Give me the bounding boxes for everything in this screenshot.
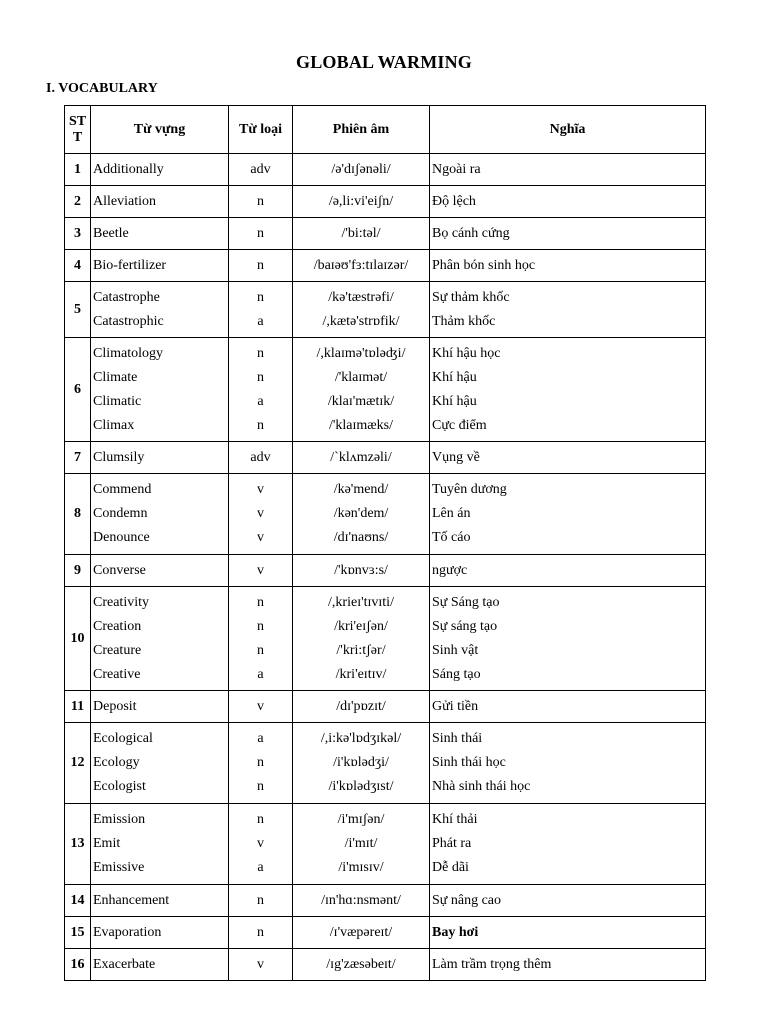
part-of-speech: a (257, 313, 264, 329)
vocab-word: Deposit (93, 698, 137, 714)
meaning: Phân bón sinh học (432, 257, 536, 273)
part-of-speech-cell (229, 885, 293, 917)
row-number: 14 (65, 885, 91, 917)
meaning-cell (430, 154, 706, 186)
vocab-word: Enhancement (93, 892, 170, 908)
part-of-speech: adv (250, 449, 271, 465)
pronunciation-cell (293, 587, 430, 691)
part-of-speech: n (257, 892, 264, 908)
vocab-word-cell (91, 804, 229, 885)
meaning: Ngoài ra (432, 161, 481, 177)
meaning: Sinh thái (432, 731, 483, 746)
meaning: Bay hơi (432, 924, 479, 940)
vocab-word-cell (91, 154, 229, 186)
vocab-word: Ecological (93, 731, 153, 746)
meaning-cell (430, 442, 706, 474)
meaning: Bọ cánh cứng (432, 225, 510, 241)
vocab-word: Climax (93, 417, 135, 433)
row-number: 12 (65, 723, 91, 804)
meaning-cell (430, 186, 706, 218)
meaning: Khí hậu học (432, 345, 501, 361)
vocab-word-cell (91, 587, 229, 691)
part-of-speech-cell (229, 154, 293, 186)
part-of-speech: a (257, 393, 264, 409)
section-heading: I. VOCABULARY (46, 81, 158, 96)
pronunciation: /kən'dem/ (333, 506, 389, 521)
header-pronunciation: Phiên âm (293, 106, 430, 154)
pronunciation-cell (293, 691, 430, 723)
meaning-cell (430, 885, 706, 917)
part-of-speech: n (257, 642, 264, 658)
header-meaning: Nghĩa (430, 106, 706, 154)
part-of-speech-cell (229, 186, 293, 218)
vocab-word: Ecology (93, 755, 140, 770)
part-of-speech: n (257, 345, 264, 361)
part-of-speech-cell (229, 442, 293, 474)
row-number: 13 (65, 804, 91, 885)
vocab-word: Catastrophe (93, 289, 160, 305)
part-of-speech-cell (229, 555, 293, 587)
header-stt-line-1: ST (68, 113, 87, 129)
pronunciation: /'klaɪmət/ (334, 369, 388, 385)
table-row (65, 691, 706, 723)
vocab-word-cell (91, 917, 229, 949)
vocab-word: Creature (93, 642, 142, 658)
part-of-speech: n (257, 812, 264, 827)
pronunciation: /'kɒnvɜ:s/ (334, 562, 388, 578)
vocab-word: Beetle (93, 225, 129, 241)
vocab-word-cell (91, 474, 229, 555)
part-of-speech: v (257, 530, 264, 545)
pronunciation-cell (293, 218, 430, 250)
vocab-word: Exacerbate (93, 956, 156, 972)
part-of-speech-cell (229, 917, 293, 949)
pronunciation-cell (293, 338, 430, 442)
vocab-word: Additionally (93, 161, 164, 177)
vocab-word: Creation (93, 618, 142, 634)
part-of-speech-cell (229, 282, 293, 338)
pronunciation-cell (293, 917, 430, 949)
part-of-speech: n (257, 225, 264, 241)
vocab-word: Alleviation (93, 193, 156, 209)
part-of-speech-cell (229, 691, 293, 723)
pronunciation-cell (293, 949, 430, 981)
pronunciation: /i'kɒlədʒi/ (333, 755, 389, 770)
meaning-cell (430, 804, 706, 885)
table-row (65, 723, 706, 804)
pronunciation: /,krieɪ'tɪvɪti/ (328, 594, 394, 610)
vocab-word: Converse (93, 562, 146, 578)
pronunciation-cell (293, 442, 430, 474)
pronunciation: /ə'dɪʃənəli/ (331, 161, 391, 177)
table-row (65, 442, 706, 474)
meaning-cell (430, 723, 706, 804)
meaning-cell (430, 338, 706, 442)
pronunciation-cell (293, 804, 430, 885)
pronunciation: /ɪn'hɑ:nsmənt/ (321, 892, 401, 908)
pronunciation-cell (293, 474, 430, 555)
vocab-word: Bio-fertilizer (93, 257, 167, 273)
vocab-word-cell (91, 442, 229, 474)
table-row (65, 917, 706, 949)
part-of-speech: n (257, 257, 264, 273)
row-number: 1 (65, 154, 91, 186)
part-of-speech: n (257, 755, 264, 770)
part-of-speech: a (257, 731, 264, 746)
part-of-speech-cell (229, 587, 293, 691)
meaning: Lên án (432, 506, 471, 521)
meaning-cell (430, 691, 706, 723)
vocab-word: Denounce (93, 530, 150, 545)
table-row (65, 587, 706, 691)
pronunciation: /dɪ'pɒzɪt/ (336, 698, 386, 714)
table-row (65, 282, 706, 338)
part-of-speech: n (257, 924, 264, 940)
pronunciation: /ɪ'væpəreɪt/ (329, 924, 393, 940)
part-of-speech: v (257, 698, 264, 714)
part-of-speech: v (257, 836, 264, 851)
vocab-word: Emit (93, 836, 121, 851)
header-stt (65, 106, 91, 154)
part-of-speech-cell (229, 218, 293, 250)
pronunciation: /baɪəʊ'fɜ:tɪlaɪzər/ (313, 257, 409, 273)
pronunciation-cell (293, 555, 430, 587)
vocab-word-cell (91, 282, 229, 338)
vocab-word-cell (91, 885, 229, 917)
meaning: Khí hậu (432, 369, 477, 385)
meaning-cell (430, 587, 706, 691)
page-title: GLOBAL WARMING (296, 52, 472, 72)
part-of-speech-cell (229, 723, 293, 804)
table-row (65, 474, 706, 555)
pronunciation-cell (293, 723, 430, 804)
part-of-speech: adv (250, 161, 271, 177)
pronunciation: /'klaɪmæks/ (329, 417, 393, 433)
part-of-speech: a (257, 860, 264, 875)
meaning-cell (430, 555, 706, 587)
row-number: 6 (65, 338, 91, 442)
pronunciation: /,i:kə'lɒdʒɪkəl/ (320, 731, 402, 746)
pronunciation-cell (293, 154, 430, 186)
vocab-word-cell (91, 218, 229, 250)
meaning: Sáng tạo (432, 666, 481, 682)
vocab-word: Climatic (93, 393, 142, 409)
pronunciation: /i'mɪt/ (344, 836, 378, 851)
meaning: Tố cáo (432, 530, 471, 545)
row-number: 11 (65, 691, 91, 723)
table-row (65, 218, 706, 250)
meaning: Sinh thái học (432, 755, 506, 770)
vocab-word: Emissive (93, 860, 145, 875)
meaning: Cực điểm (432, 417, 487, 433)
vocab-word: Clumsily (93, 449, 145, 465)
part-of-speech: v (257, 506, 264, 521)
table-row (65, 250, 706, 282)
meaning: Sự nâng cao (432, 892, 502, 908)
vocab-word: Commend (93, 482, 152, 497)
row-number: 10 (65, 587, 91, 691)
meaning-cell (430, 218, 706, 250)
header-word: Từ vựng (91, 106, 229, 154)
meaning: Phát ra (432, 836, 472, 851)
table-row (65, 885, 706, 917)
part-of-speech-cell (229, 804, 293, 885)
table-row (65, 154, 706, 186)
header-stt-line-2: T (72, 129, 83, 145)
vocab-word-cell (91, 691, 229, 723)
meaning: Dễ dãi (432, 860, 469, 875)
pronunciation: /'bi:təl/ (341, 225, 381, 241)
meaning: ngược (432, 562, 468, 578)
part-of-speech: n (257, 193, 264, 209)
meaning: Làm trầm trọng thêm (432, 956, 552, 972)
vocab-word: Climate (93, 369, 138, 385)
vocab-word: Evaporation (93, 924, 162, 940)
vocab-word-cell (91, 186, 229, 218)
part-of-speech-cell (229, 250, 293, 282)
pronunciation-cell (293, 885, 430, 917)
pronunciation: /,kætə'strɒfik/ (322, 313, 400, 329)
table-row (65, 555, 706, 587)
meaning: Khí hậu (432, 393, 477, 409)
meaning: Thảm khốc (432, 313, 496, 329)
vocab-word-cell (91, 555, 229, 587)
meaning: Gửi tiền (432, 698, 479, 714)
table-row (65, 338, 706, 442)
table-header-row (65, 106, 706, 154)
vocab-word-cell (91, 949, 229, 981)
part-of-speech: a (257, 666, 264, 682)
vocab-word: Catastrophic (93, 313, 164, 329)
meaning: Độ lệch (432, 193, 476, 209)
part-of-speech: n (257, 369, 264, 385)
pronunciation: /dɪ'naʊns/ (333, 530, 389, 545)
pronunciation: /kri'eɪʃən/ (334, 618, 388, 634)
pronunciation: /klaɪ'mætɪk/ (327, 393, 395, 409)
row-number: 16 (65, 949, 91, 981)
meaning: Sinh vật (432, 642, 479, 658)
meaning: Sự thảm khốc (432, 289, 510, 305)
row-number: 3 (65, 218, 91, 250)
meaning: Nhà sinh thái học (432, 779, 531, 794)
vocab-word-cell (91, 723, 229, 804)
row-number: 4 (65, 250, 91, 282)
vocab-word-cell (91, 250, 229, 282)
row-number: 15 (65, 917, 91, 949)
vocab-word: Climatology (93, 345, 163, 361)
part-of-speech: n (257, 594, 264, 610)
vocab-word: Creative (93, 666, 141, 682)
pronunciation-cell (293, 186, 430, 218)
part-of-speech: n (257, 417, 264, 433)
pronunciation: /kə'tæstrəfi/ (328, 289, 394, 305)
pronunciation: /i'kɒlədʒɪst/ (328, 779, 394, 794)
vocab-word: Condemn (93, 506, 148, 521)
meaning: Tuyên dương (432, 482, 507, 497)
pronunciation: /i'mɪʃən/ (337, 812, 385, 827)
meaning: Vụng về (432, 449, 480, 465)
part-of-speech: n (257, 289, 264, 305)
pronunciation: /'kri:tʃər/ (336, 642, 386, 658)
meaning-cell (430, 250, 706, 282)
pronunciation: /,klaɪmə'tɒləʤi/ (316, 345, 406, 361)
vocab-word: Emission (93, 812, 146, 827)
meaning: Sự sáng tạo (432, 618, 498, 634)
pronunciation: /i'mɪsɪv/ (338, 860, 384, 875)
pronunciation-cell (293, 250, 430, 282)
pronunciation-cell (293, 282, 430, 338)
meaning-cell (430, 474, 706, 555)
pronunciation: /ə,li:vi'eiʃn/ (328, 193, 394, 209)
vocab-word: Creativity (93, 594, 149, 610)
vocab-word-cell (91, 338, 229, 442)
meaning: Sự Sáng tạo (432, 594, 500, 610)
part-of-speech: v (257, 956, 264, 972)
pronunciation: /ɪg'zæsəbeɪt/ (326, 956, 396, 972)
row-number: 9 (65, 555, 91, 587)
meaning: Khí thải (432, 812, 478, 827)
meaning-cell (430, 917, 706, 949)
header-part-of-speech: Từ loại (229, 106, 293, 154)
part-of-speech: v (257, 562, 264, 578)
pronunciation: /kri'eɪtɪv/ (335, 666, 387, 682)
part-of-speech-cell (229, 949, 293, 981)
vocabulary-table (64, 105, 706, 981)
pronunciation: /kə'mend/ (333, 482, 389, 497)
part-of-speech-cell (229, 338, 293, 442)
part-of-speech: n (257, 618, 264, 634)
vocabulary-body (65, 154, 706, 981)
meaning-cell (430, 282, 706, 338)
row-number: 5 (65, 282, 91, 338)
pronunciation: /`klʌmzəli/ (330, 449, 392, 465)
part-of-speech: v (257, 482, 264, 497)
row-number: 2 (65, 186, 91, 218)
table-row (65, 186, 706, 218)
part-of-speech: n (257, 779, 264, 794)
vocab-word: Ecologist (93, 779, 146, 794)
row-number: 8 (65, 474, 91, 555)
table-row (65, 949, 706, 981)
meaning-cell (430, 949, 706, 981)
part-of-speech-cell (229, 474, 293, 555)
row-number: 7 (65, 442, 91, 474)
table-row (65, 804, 706, 885)
